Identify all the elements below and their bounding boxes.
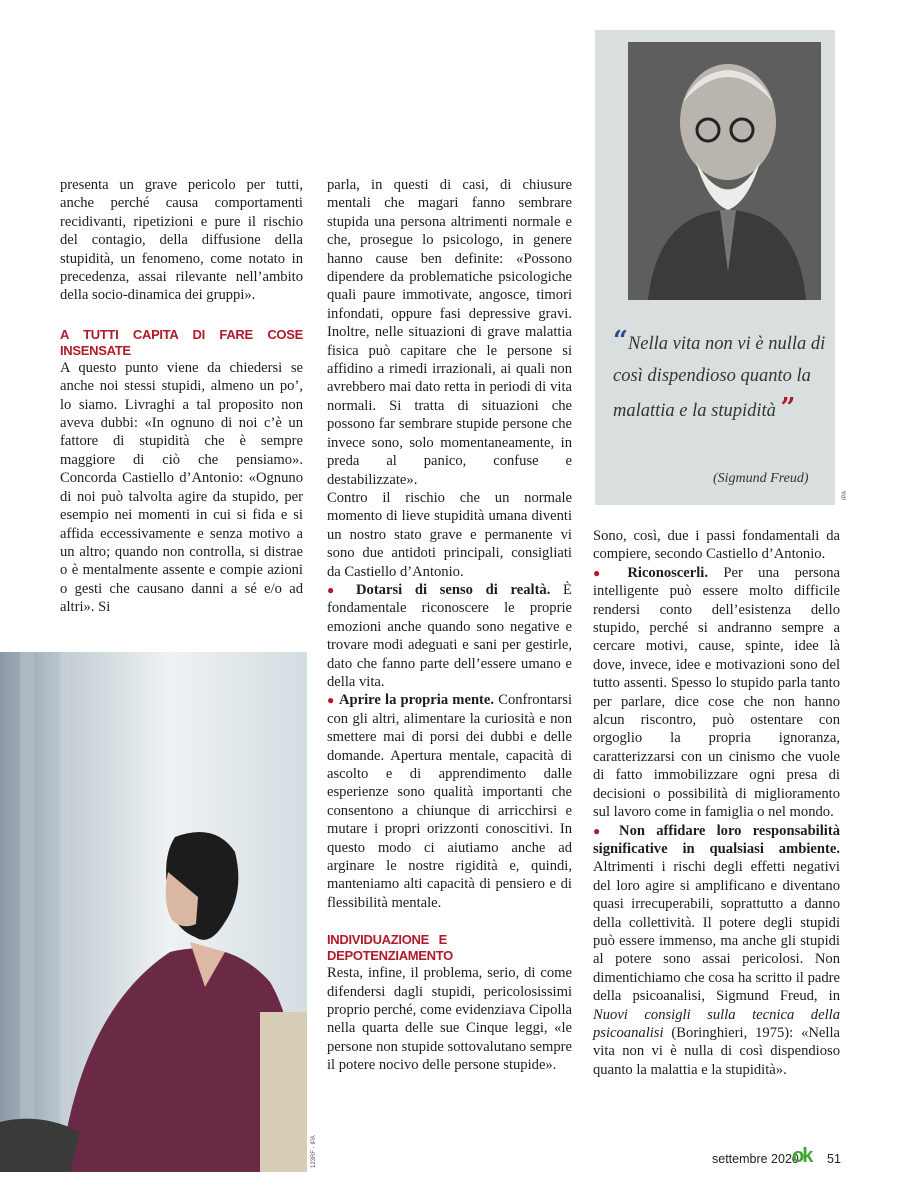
paragraph: A questo punto viene da chiedersi se anche noi stessi stupidi, almeno un po’, lo siamo. Livraghi a tal proposito non aveva dubbi: «In ognuno di noi c’è un fattore di stupidità che è sempre maggiore di ciò che pensiamo». Concorda Castiello d’Antonio: «Ognuno di noi può talvolta agire da stupido, per esempio nei momenti in cui si fida e si affida eccessivamente e senza motivo a un altro; quando non controlla, si distrae o è mentalmente assente e compie azioni o gesti che causano danni a sé e/o ad altri». Si (60, 359, 303, 616)
woman-photo (0, 652, 307, 1172)
quote-text: Nella vita non vi è nulla di così dispendioso quanto la malattia e la stupidità (613, 334, 826, 421)
bullet-item: ● Aprire la propria mente. Confrontarsi con gli altri, alimentare la curiosità e non smettere mai di porsi dei dubbi e delle domande. Apertura mentale, capacità di ascolto e di apprendimento dalle esperienze sono qualità importanti che consentono a chiunque di arricchirsi e mutare i propri orizzonti conoscitivi. In questo modo ci aiutiamo anche ad arginare le nostre rigidità e, quindi, manteniamo alti capacità di pensiero e di flessibilità mentale. (327, 692, 572, 911)
paragraph: parla, in questi di casi, di chiusure mentali che magari fanno sembrare stupida una persona altrimenti normale e che, prosegue lo psicologo, in genere hanno cause ben definite: «Possono dipendere da problematiche psicologiche quali paure immotivate, angosce, timori infondati, oppure fasi depressive gravi. Inoltre, nelle situazioni di grave malattia fisica può capitare che le persone si affidino a rimedi irrazionali, ai quali non avrebbero mai dato retta in periodi di vita normali. Si tratta di situazioni che possono far sembrare stupide persone che invece sono, solo momentaneamente, in preda al panico, confuse e destabilizzate». (327, 177, 572, 488)
freud-photo (628, 42, 821, 300)
bullet-icon: ● (327, 693, 335, 708)
open-quote-icon: “ (613, 326, 628, 356)
bullet-icon: ● (593, 565, 612, 580)
pull-quote (613, 325, 833, 427)
photo-credit: 123RF - IPA (311, 1135, 317, 1168)
page-number: 51 (827, 1152, 841, 1166)
magazine-logo: ok (792, 1145, 812, 1167)
bullet-item: ● Riconoscerli. Per una persona intelligente può essere molto difficile rendersi conto dell’esistenza dello stupido, perché si andranno sempre a cercare motivi, cause, spinte, idee là dove, invece, idee e motivazioni sono del tutto assenti. Spesso lo stupido parla tanto per parlare, dice cose che non hanno alcun riscontro, può ostentare con orgoglio la propria ignoranza, caratterizzarsi con un cinismo che vuole di fatto immobilizzare ogni presa di decisioni o possibilità di miglioramento sul lavoro come in famiglia o nel mondo. (593, 564, 841, 821)
paragraph: Resta, infine, il problema, serio, di come difendersi dagli stupidi, pericolosissimi proprio perché, come evidenziava Cipolla nella quarta delle sue Cinque leggi, «le persone non stupide sottovalutano sempre il potere nocivo delle persone stupide». (327, 965, 572, 1074)
paragraph: presenta un grave pericolo per tutti, anche perché causa comportamenti recidivanti, ripetizioni e pure il rischio del contagio, della diffusione della stupidità, un fenomeno, come notato in precedenza, assai rilevante nell’ambito della socio-dinamica dei gruppi». (60, 177, 303, 304)
photo-credit: IPA (842, 490, 848, 500)
section-heading: INDIVIDUAZIONE E DEPOTENZIAMENTO (327, 932, 453, 964)
woman-figure-icon (0, 652, 307, 1172)
bullet-item: ● Dotarsi di senso di realtà. È fondamentale riconoscere le proprie emozioni anche quando sono negative e trovare modi adeguati e sani per gestirle, dato che fanno parte dell’essere umano e della vita. (327, 581, 572, 690)
bullet-icon: ● (593, 823, 608, 838)
paragraph: Contro il rischio che un normale momento di lieve stupidità umana diventi un nostro stato grave e permanente vi sono due antidoti principali, consigliati da Castiello d’Antonio. (327, 489, 572, 580)
quote-author: (Sigmund Freud) (713, 471, 809, 486)
section-heading: A TUTTI CAPITA DI FARE COSE INSENSATE (60, 326, 303, 358)
column-3 (593, 527, 840, 1079)
bullet-icon: ● (327, 582, 344, 597)
freud-portrait-icon (628, 42, 821, 300)
column-2 (327, 176, 572, 1075)
close-quote-icon: ” (780, 393, 796, 423)
column-1 (60, 176, 303, 617)
paragraph: Sono, così, due i passi fondamentali da compiere, secondo Castiello d’Antonio. (593, 528, 840, 563)
bullet-item: ● Non affidare loro responsabilità significative in qualsiasi ambiente. Altrimenti i rischi degli effetti negativi del loro agire si amplificano e diventano quasi irrecuperabili, soprattutto a danno della collettività. Il potere degli stupidi può essere immenso, ma anche gli stupidi al potere sono assai pericolosi. Non dimentichiamo che cosa ha scritto il padre della psicoanalisi, Sigmund Freud, in Nuovi consigli sulla tecnica della psicoanalisi (Boringhieri, 1975): «Nella vita non vi è nulla di così dispendioso quanto la malattia e la stupidità». (593, 822, 841, 1078)
footer-date: settembre 2020 (712, 1152, 799, 1166)
